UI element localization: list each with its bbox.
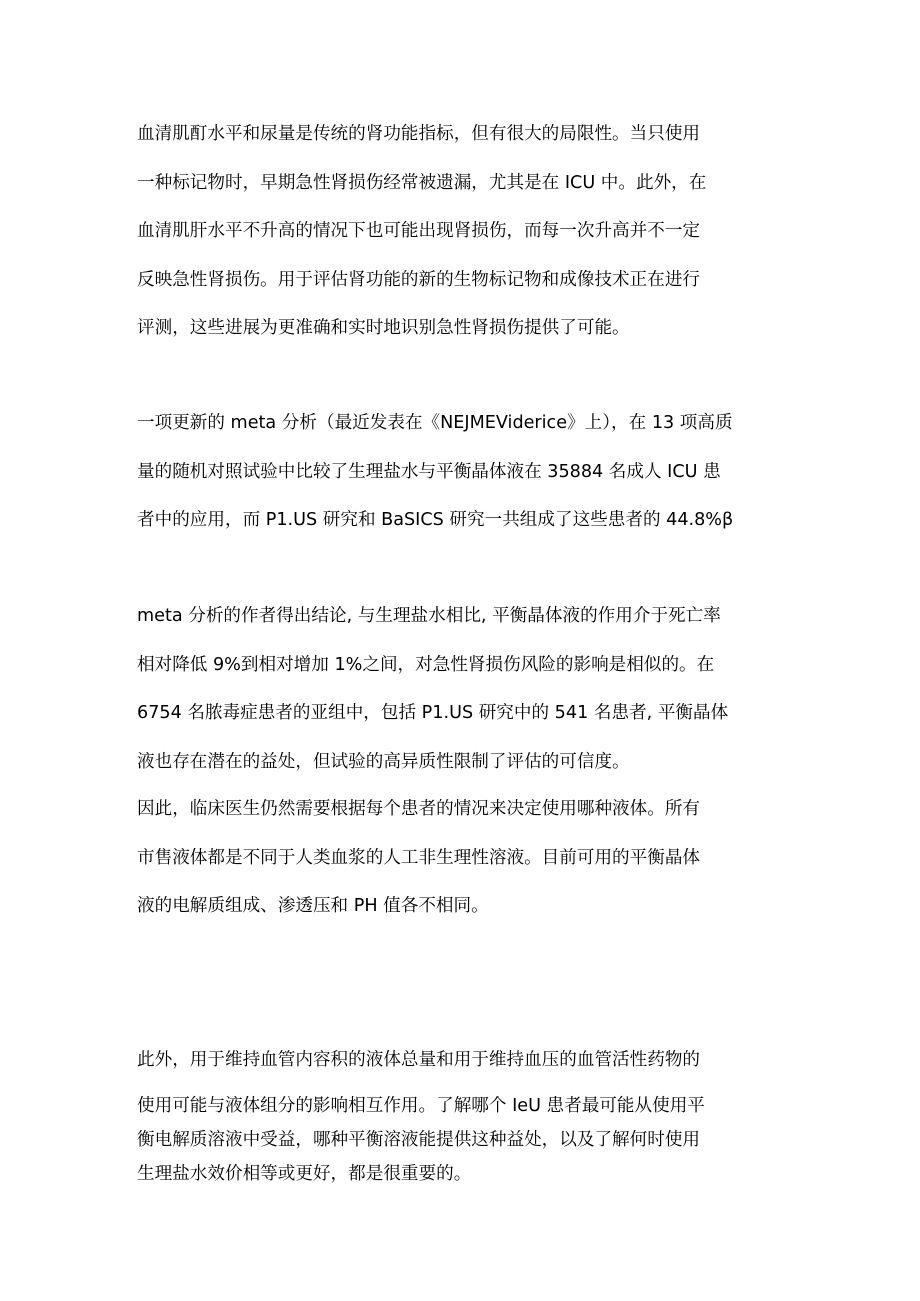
text-line: 此外，用于维持血管内容积的液体总量和用于维持血压的血管活性药物的: [137, 1050, 701, 1070]
text-line: 一项更新的 meta 分析（最近发表在《NEJMEViderice》上），在 13 项高质: [137, 413, 733, 433]
paragraph-serum-creatinine: [137, 110, 797, 353]
paragraph-clinician-choice: [137, 785, 797, 931]
text-line: 量的随机对照试验中比较了生理盐水与平衡晶体液在 35884 名成人 ICU 患: [137, 461, 721, 482]
text-line: 液也存在潜在的益处，但试验的高异质性限制了评估的可信度。: [137, 751, 630, 772]
text-line: 一种标记物时，早期急性肾损伤经常被遗漏，尤其是在 ICU 中。此外，在: [137, 172, 707, 193]
paragraph-conclusion: [137, 592, 797, 786]
text-line: 者中的应用，而 P1.US 研究和 BaSICS 研究一共组成了这些患者的 44.8%β: [137, 510, 734, 530]
text-line: 相对降低 9%到相对增加 1%之间，对急性肾损伤风险的影响是相似的。在: [137, 654, 715, 675]
text-line: meta 分析的作者得出结论, 与生理盐水相比, 平衡晶体液的作用介于死亡率: [137, 606, 721, 626]
text-line: 血清肌酊水平和尿量是传统的肾功能指标，但有很大的局限性。当只使用: [137, 124, 701, 144]
text-line: 评测，这些进展为更准确和实时地识别急性肾损伤提供了可能。: [137, 318, 630, 338]
text-line: 因此，临床医生仍然需要根据每个患者的情况来决定使用哪种液体。所有: [137, 799, 701, 819]
text-line: 血清肌肝水平不升高的情况下也可能出现肾损伤，而每一次升高并不一定: [137, 221, 701, 241]
paragraph-meta-analysis: [137, 399, 797, 545]
text-line: 反映急性肾损伤。用于评估肾功能的新的生物标记物和成像技术正在进行: [137, 269, 701, 290]
text-line: 市售液体都是不同于人类血浆的人工非生理性溶液。目前可用的平衡晶体: [137, 847, 701, 868]
paragraph-fluid-volume: [137, 1031, 797, 1191]
text-line: 6754 名脓毒症患者的亚组中，包括 P1.US 研究中的 541 名患者, 平衡晶体: [137, 703, 729, 723]
text-line: 衡电解质溶液中受益，哪种平衡溶液能提供这种益处，以及了解何时使用: [137, 1130, 701, 1150]
text-line: 生理盐水效价相等或更好，都是很重要的。: [137, 1164, 472, 1184]
text-line: 使用可能与液体组分的影响相互作用。了解哪个 IeU 患者最可能从使用平: [137, 1096, 705, 1116]
text-line: 液的电解质组成、渗透压和 PH 值各不相同。: [137, 896, 489, 916]
